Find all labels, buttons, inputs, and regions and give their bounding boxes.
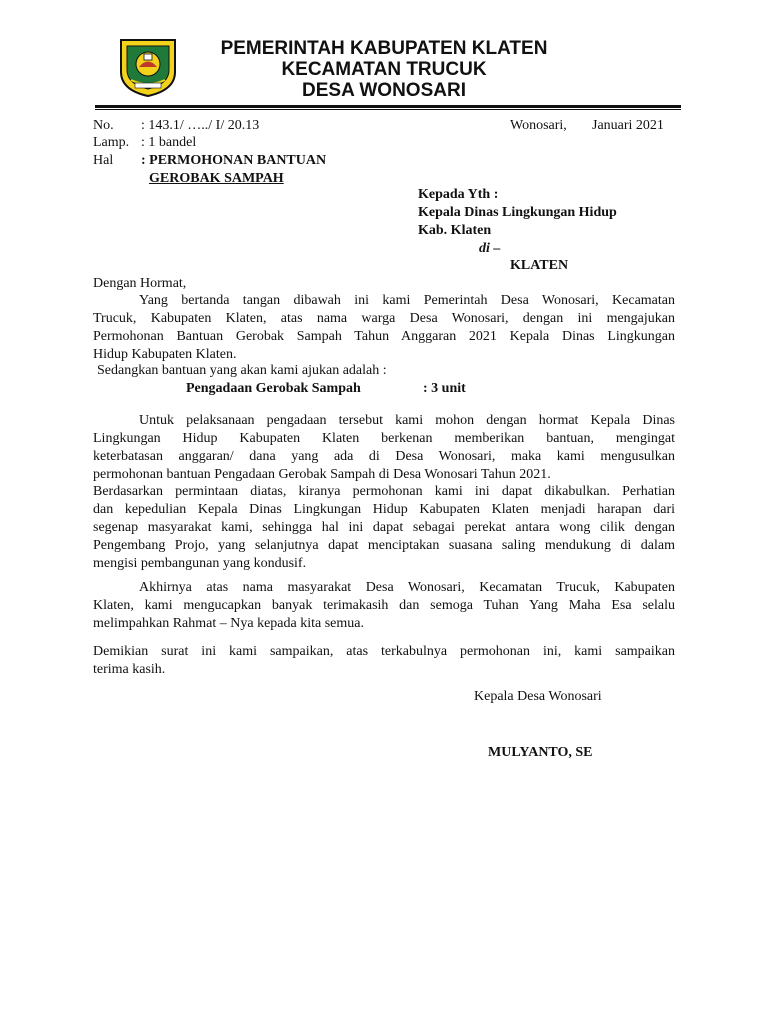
request-quantity: : 3 unit: [423, 381, 466, 396]
attachment-value: : 1 bandel: [141, 135, 197, 150]
signatory-title: Kepala Desa Wonosari: [474, 689, 602, 704]
number-value: : 143.1/ …../ I/ 20.13: [141, 118, 260, 133]
paragraph-purpose-line: permohonan bantuan Pengadaan Gerobak Sampah di Desa Wonosari Tahun 2021.: [93, 467, 551, 482]
paragraph-purpose-line: Untuk pelaksanaan pengadaan tersebut kami mohon dengan hormat Kepala Dinas: [139, 413, 675, 428]
request-intro: Sedangkan bantuan yang akan kami ajukan adalah :: [97, 363, 387, 378]
request-item: Pengadaan Gerobak Sampah: [186, 381, 361, 396]
paragraph-thanks: [93, 579, 675, 633]
recipient-name: Kepala Dinas Lingkungan Hidup: [418, 205, 617, 220]
recipient-di: di –: [479, 241, 501, 256]
paragraph-request-line: Berdasarkan permintaan diatas, kiranya permohonan kami ini dapat dikabulkan. Perhatian: [93, 484, 675, 499]
signatory-name: MULYANTO, SE: [488, 745, 593, 760]
paragraph-thanks-line: melimpahkan Rahmat – Nya kepada kita semua.: [93, 616, 364, 631]
letterhead-divider-thin: [95, 109, 681, 110]
paragraph-closing: [93, 643, 675, 679]
recipient-regency: Kab. Klaten: [418, 223, 492, 238]
attachment-label: Lamp.: [93, 135, 130, 150]
greeting: Dengan Hormat,: [93, 276, 187, 291]
paragraph-request-line: dan kepedulian Kepala Dinas Lingkungan Hidup Kabupaten Klaten menjadi harapan dari: [93, 502, 675, 517]
letterhead-text: [180, 38, 588, 101]
paragraph-closing-line: Demikian surat ini kami sampaikan, atas terkabulnya permohonan ini, kami sampaikan: [93, 644, 675, 659]
recipient-salutation: Kepada Yth :: [418, 187, 499, 202]
paragraph-request: [93, 483, 675, 573]
paragraph-purpose: [93, 412, 675, 484]
paragraph-request-line: Pengembang Projo, yang selanjutnya dapat menciptakan suasana saling mendukung di dalam: [93, 538, 675, 553]
letter-place: Wonosari,: [510, 118, 567, 133]
paragraph-thanks-line: Akhirnya atas nama masyarakat Desa Wonosari, Kecamatan Trucuk, Kabupaten: [139, 580, 675, 595]
letter-date: Januari 2021: [592, 118, 664, 133]
kabupaten-klaten-emblem-icon: [117, 36, 179, 98]
subject-label: Hal: [93, 153, 114, 168]
paragraph-thanks-line: Klaten, kami mengucapkan banyak terimakasih dan semoga Tuhan Yang Maha Esa selalu: [93, 598, 675, 613]
letterhead-divider: [95, 105, 681, 108]
paragraph-intro: [93, 292, 675, 364]
paragraph-intro-line: Yang bertanda tangan dibawah ini kami Pemerintah Desa Wonosari, Kecamatan: [139, 293, 675, 308]
paragraph-intro-line: Permohonan Bantuan Gerobak Sampah Tahun Anggaran 2021 Kepala Dinas Lingkungan: [93, 329, 675, 344]
recipient-city: KLATEN: [510, 258, 569, 273]
subject-line-2: GEROBAK SAMPAH: [149, 171, 284, 186]
paragraph-purpose-line: keterbatasan anggaran/ dana yang ada di Desa Wonosari, maka kami mengusulkan: [93, 449, 675, 464]
subject-line-1: : PERMOHONAN BANTUAN: [141, 153, 327, 168]
paragraph-intro-line: Hidup Kabupaten Klaten.: [93, 347, 237, 362]
paragraph-closing-line: terima kasih.: [93, 662, 166, 677]
number-label: No.: [93, 118, 114, 133]
government-name: PEMERINTAH KABUPATEN KLATEN: [220, 38, 548, 59]
paragraph-purpose-line: Lingkungan Hidup Kabupaten Klaten berkenan memberikan bantuan, mengingat: [93, 431, 675, 446]
district-name: KECAMATAN TRUCUK: [281, 59, 487, 80]
paragraph-intro-line: Trucuk, Kabupaten Klaten, atas nama warga Desa Wonosari, dengan ini mengajukan: [93, 311, 675, 326]
village-name: DESA WONOSARI: [302, 80, 466, 101]
paragraph-request-line: mengisi pembangunan yang kondusif.: [93, 556, 307, 571]
paragraph-request-line: segenap masyarakat kami, sehingga hal ini dapat sebagai perekat antara wong cilik dengan: [93, 520, 675, 535]
